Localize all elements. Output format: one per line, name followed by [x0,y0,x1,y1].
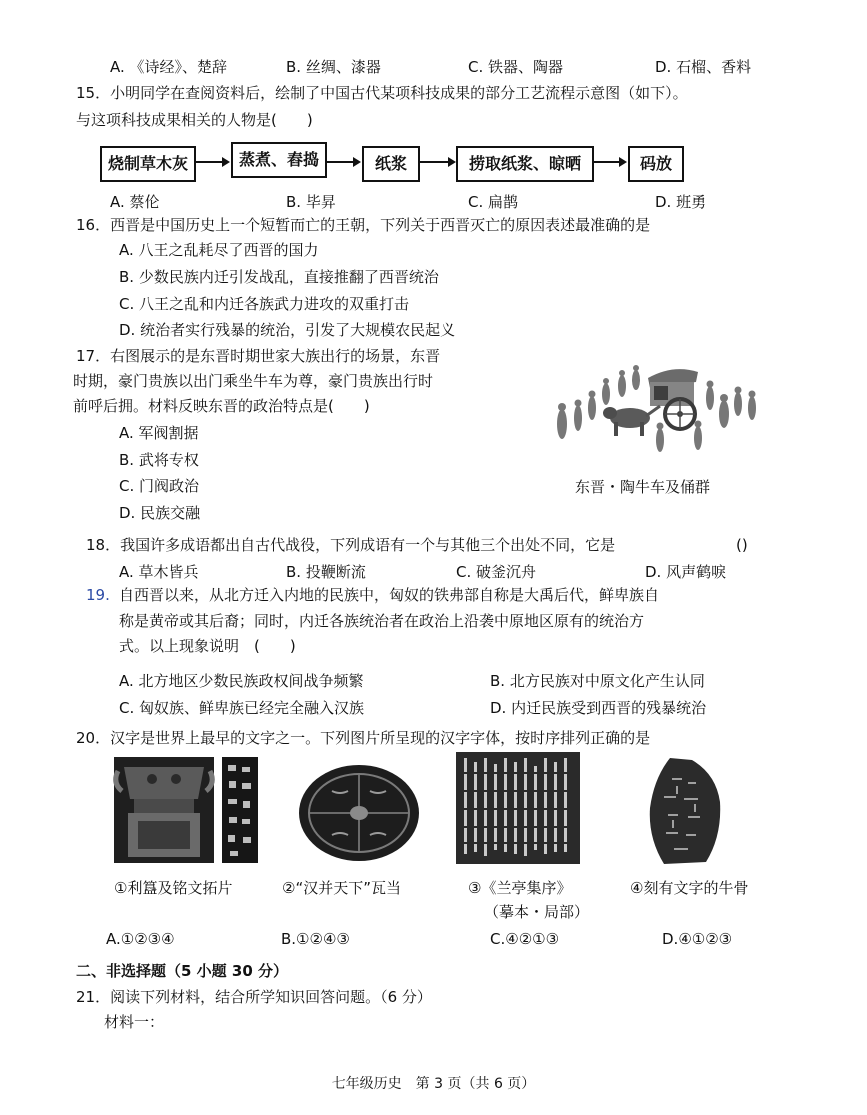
q20-caption-4: ④刻有文字的牛骨 [630,879,749,897]
q17-stem-line1: 17．右图展示的是东晋时期世家大族出行的场景，东晋 [76,347,441,365]
q20-option-b[interactable]: B.①②④③ [281,930,350,948]
flow-step-2: 蒸煮、舂捣 [231,142,327,178]
q19-option-b[interactable]: B. 北方民族对中原文化产生认同 [490,672,705,690]
q14-option-a[interactable]: A. 《诗经》、楚辞 [110,58,228,76]
flow-step-4: 捞取纸浆、晾晒 [456,146,594,182]
flow-step-3: 纸浆 [362,146,420,182]
q15-option-a[interactable]: A. 蔡伦 [110,193,160,211]
oracle-bone-image [644,756,724,866]
q19-stem-line2: 称是黄帝或其后裔；同时，内迁各族统治者在政治上沿袭中原地区原有的统治方 [119,612,645,630]
section-2-heading: 二、非选择题（5 小题 30 分） [76,962,288,980]
q19-stem-line3: 式。以上现象说明 ( ) [119,637,296,655]
q19-number: 19. [86,586,110,604]
q17-stem-line3: 前呼后拥。材料反映东晋的政治特点是( ) [73,397,370,415]
q17-image-caption: 东晋・陶牛车及俑群 [575,478,711,496]
flow-step-1: 烧制草木灰 [100,146,196,182]
q14-option-d[interactable]: D. 石榴、香料 [655,58,752,76]
page-footer: 七年级历史 第 3 页（共 6 页） [331,1076,536,1092]
q17-option-d[interactable]: D. 民族交融 [119,504,201,522]
wadang-tile-image [296,763,422,863]
pottery-ox-cart-image [548,358,762,466]
q17-option-b[interactable]: B. 武将专权 [119,451,199,469]
flow-arrow-icon [196,155,230,169]
li-gui-bronze-image [112,755,270,865]
q19-option-c[interactable]: C. 匈奴族、鲜卑族已经完全融入汉族 [119,699,365,717]
flow-arrow-icon [327,155,361,169]
q14-option-b[interactable]: B. 丝绸、漆器 [286,58,381,76]
q21-stem: 21．阅读下列材料，结合所学知识回答问题。（6 分） [76,988,432,1006]
q20-caption-2: ②“汉并天下”瓦当 [282,879,401,897]
q16-stem: 16．西晋是中国历史上一个短暂而亡的王朝，下列关于西晋灭亡的原因表述最准确的是 [76,216,651,234]
q17-stem-line2: 时期，豪门贵族以出门乘坐牛车为尊，豪门贵族出行时 [73,372,434,390]
q15-option-c[interactable]: C. 扁鹊 [468,193,519,211]
q21-material-label: 材料一： [104,1013,165,1031]
q18-option-d[interactable]: D. 风声鹤唳 [645,563,727,581]
flow-arrow-icon [593,155,627,169]
q18-option-a[interactable]: A. 草木皆兵 [119,563,199,581]
q19-option-a[interactable]: A. 北方地区少数民族政权间战争频繁 [119,672,364,690]
q16-option-d[interactable]: D. 统治者实行残暴的统治，引发了大规模农民起义 [119,321,456,339]
q16-option-c[interactable]: C. 八王之乱和内迁各族武力进攻的双重打击 [119,295,410,313]
q15-option-d[interactable]: D. 班勇 [655,193,707,211]
q18-option-c[interactable]: C. 破釜沉舟 [456,563,537,581]
q20-caption-3: ③《兰亭集序》 [468,879,572,897]
q18-stem: 18．我国许多成语都出自古代战役，下列成语有一个与其他三个出处不同，它是 [86,536,616,554]
q16-option-b[interactable]: B. 少数民族内迁引发战乱，直接推翻了西晋统治 [119,268,439,286]
q19-option-d[interactable]: D. 内迁民族受到西晋的残暴统治 [490,699,707,717]
flow-arrow-icon [420,155,456,169]
q20-option-a[interactable]: A.①②③④ [106,930,175,948]
q20-caption-1: ①利簋及铭文拓片 [114,879,233,897]
q20-option-d[interactable]: D.④①②③ [662,930,733,948]
q20-caption-3-sub: （摹本・局部） [484,903,590,921]
q14-option-c[interactable]: C. 铁器、陶器 [468,58,564,76]
lanting-xu-calligraphy-image [456,752,580,864]
q18-option-b[interactable]: B. 投鞭断流 [286,563,366,581]
q20-option-c[interactable]: C.④②①③ [490,930,560,948]
flow-step-5: 码放 [628,146,684,182]
q16-option-a[interactable]: A. 八王之乱耗尽了西晋的国力 [119,241,319,259]
q15-option-b[interactable]: B. 毕昇 [286,193,336,211]
q17-option-a[interactable]: A. 军阀割据 [119,424,199,442]
q15-stem-line2: 与这项科技成果相关的人物是( ) [76,111,313,129]
q15-stem-line1: 15．小明同学在查阅资料后，绘制了中国古代某项科技成果的部分工艺流程示意图（如下）。 [76,84,688,102]
q18-answer-paren: () [736,536,748,554]
q19-stem-line1: 自西晋以来，从北方迁入内地的民族中，匈奴的铁弗部自称是大禹后代，鲜卑族自 [119,586,660,604]
q17-option-c[interactable]: C. 门阀政治 [119,477,200,495]
q20-stem: 20．汉字是世界上最早的文字之一。下列图片所呈现的汉字字体，按时序排列正确的是 [76,729,651,747]
